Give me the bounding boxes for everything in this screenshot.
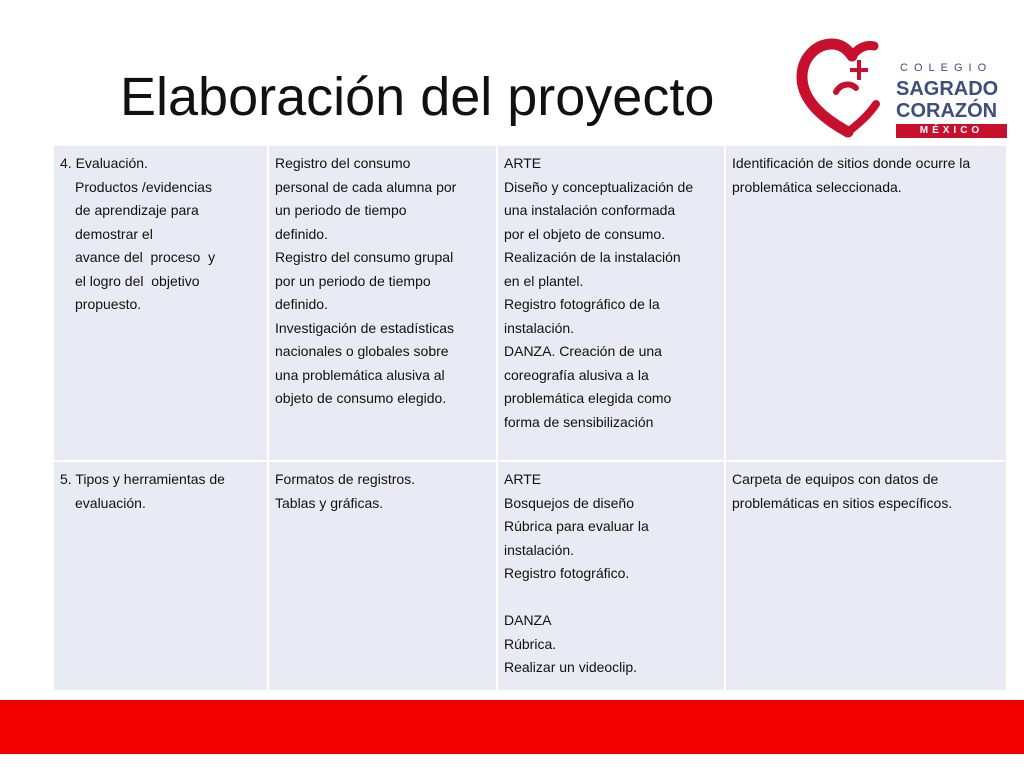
cell-line: avance del proceso y (75, 249, 216, 265)
table-row (53, 145, 1007, 461)
table-cell-col1 (53, 461, 268, 691)
cell-line: una problemática alusiva al (275, 366, 445, 383)
cell-line: Productos /evidencias (75, 178, 212, 195)
project-table (52, 144, 1006, 692)
table-cell-col3 (497, 461, 725, 691)
cell-line: 5. Tipos y herramientas de (60, 471, 225, 487)
cell-line: Diseño y conceptualización de (504, 178, 694, 195)
footer-red-band (0, 700, 1024, 754)
cell-text (60, 152, 261, 317)
logo-sagrado-text: SAGRADO (896, 78, 999, 100)
cell-line: Rúbrica. (504, 635, 557, 652)
table-cell-col2 (268, 461, 497, 691)
cell-text (732, 468, 1000, 515)
cell-line: personal de cada alumna por (275, 178, 457, 195)
table-cell-col3 (497, 145, 725, 461)
cell-line: un periodo de tiempo (275, 202, 407, 218)
cell-line: problemática elegida como (504, 390, 672, 406)
logo-colegio-text: COLEGIO (900, 62, 993, 74)
cell-line: DANZA (504, 612, 552, 628)
cell-text (275, 468, 490, 515)
cell-line: 4. Evaluación. (60, 155, 148, 171)
cell-line: forma de sensibilización (504, 413, 654, 430)
cell-line: objeto de consumo elegido. (275, 390, 447, 406)
cell-line: instalación. (504, 319, 575, 336)
cell-text (732, 152, 1000, 199)
cell-line: por un periodo de tiempo (275, 272, 431, 289)
cell-line: de aprendizaje para (75, 202, 199, 218)
slide-title: Elaboración del proyecto (120, 67, 715, 127)
cell-line: evaluación. (75, 494, 146, 511)
cell-line: Tablas y gráficas. (275, 494, 384, 511)
cell-line: propuesto. (75, 296, 142, 312)
cell-line: DANZA. Creación de una (504, 343, 662, 359)
table-cell-col1 (53, 145, 268, 461)
cell-text (504, 152, 718, 434)
cell-line: ARTE (504, 155, 542, 171)
cell-line: Registro fotográfico de la (504, 296, 660, 312)
cell-line: Carpeta de equipos con datos de (732, 471, 939, 487)
cell-text (504, 468, 718, 680)
cell-line: Investigación de estadísticas (275, 319, 454, 336)
cell-line: definido. (275, 296, 328, 312)
cell-text (275, 152, 490, 411)
logo-mexico-banner: MÉXICO (896, 124, 1007, 138)
table-row (53, 461, 1007, 691)
cell-line: Realización de la instalación (504, 249, 681, 265)
cell-line: el logro del objetivo (75, 272, 200, 289)
school-logo (796, 32, 1012, 142)
cell-line: Registro del consumo grupal (275, 249, 454, 265)
cell-line: Realizar un videoclip. (504, 659, 638, 675)
cell-line: Formatos de registros. (275, 471, 416, 487)
heart-cross-icon (796, 32, 896, 142)
cell-line: Rúbrica para evaluar la (504, 518, 649, 534)
cell-line: Registro del consumo (275, 155, 411, 171)
cell-line: problemáticas en sitios específicos. (732, 494, 953, 511)
cell-line: en el plantel. (504, 272, 584, 289)
table-cell-col4 (725, 461, 1007, 691)
cell-line: definido. (275, 225, 328, 242)
cell-line: Identificación de sitios donde ocurre la (732, 155, 971, 171)
cell-line (504, 586, 718, 610)
cell-line: coreografía alusiva a la (504, 366, 649, 383)
table-cell-col4 (725, 145, 1007, 461)
cell-line: problemática seleccionada. (732, 178, 902, 195)
table-cell-col2 (268, 145, 497, 461)
cell-line: por el objeto de consumo. (504, 225, 666, 242)
cell-line: una instalación conformada (504, 202, 676, 218)
cell-line: ARTE (504, 471, 542, 487)
cell-line: Bosquejos de diseño (504, 494, 634, 511)
cell-text (60, 468, 261, 515)
project-table-grid (52, 144, 1008, 692)
cell-line: nacionales o globales sobre (275, 343, 449, 359)
table-body (53, 145, 1007, 691)
cell-line: Registro fotográfico. (504, 565, 630, 581)
logo-corazon-text: CORAZÓN (896, 100, 998, 122)
cell-line: instalación. (504, 541, 575, 558)
cell-line: demostrar el (75, 225, 153, 242)
